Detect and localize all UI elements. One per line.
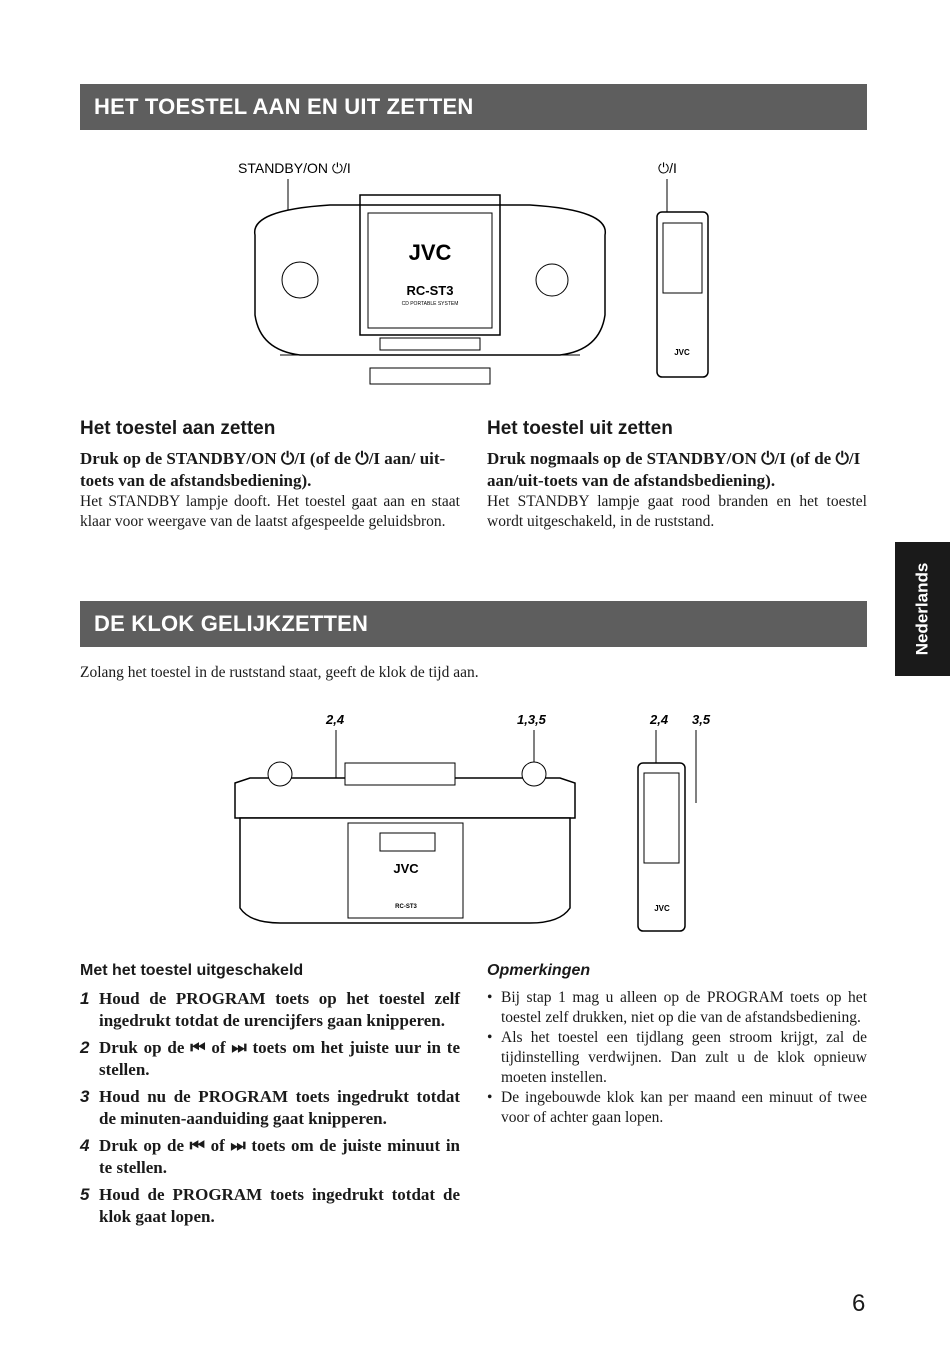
svg-text:RC-ST3: RC-ST3 (406, 283, 454, 298)
svg-text:JVC: JVC (408, 240, 452, 265)
section-header-clock: DE KLOK GELIJKZETTEN (80, 601, 867, 647)
power-off-instruction: Druk nogmaals op de STANDBY/ON ⏻/I (of de ⏻/I aan/uit-toets van de afstandsbediening). (487, 449, 861, 490)
clock-intro: Zolang het toestel in de ruststand staat, geeft de klok de tijd aan. (80, 664, 479, 681)
step-item: 3 Houd nu de PROGRAM toets ingedrukt totdat de minuten-aanduiding gaat knipperen. (80, 1087, 460, 1128)
power-off-description: Het STANDBY lampje gaat rood branden en het toestel wordt uitgeschakeld, in de ruststand. (487, 493, 867, 530)
remote-power-label: ⏻/I (658, 160, 677, 176)
svg-text:2,4: 2,4 (326, 712, 345, 727)
notes-heading: Opmerkingen (487, 962, 591, 979)
power-on-instruction: Druk op de STANDBY/ON ⏻/I (of de ⏻/I aan/ uit-toets van de afstandsbediening). (80, 449, 446, 490)
step-item: 4 Druk op de ⏮ of ⏭ toets om de juiste minuut in te stellen. (80, 1136, 460, 1177)
step-item: 2 Druk op de ⏮ of ⏭ toets om het juiste uur in te stellen. (80, 1038, 460, 1079)
svg-text:RC-ST3: RC-ST3 (395, 904, 417, 910)
power-off-section (487, 418, 867, 532)
note-item: • Als het toestel een tijdlang geen stroom krijgt, zal de tijdinstelling verdwijnen. Dan zult u de klok opnieuw moeten instellen. (487, 1029, 867, 1086)
svg-text:2,4: 2,4 (650, 712, 669, 727)
power-on-heading: Het toestel aan zetten (80, 418, 276, 439)
clock-steps (80, 962, 460, 1233)
boombox-front-illustration (230, 155, 730, 390)
page-number: 6 (852, 1290, 866, 1317)
note-item: • De ingebouwde klok kan per maand een minuut of twee voor of achter gaan lopen. (487, 1089, 867, 1126)
svg-text:1,3,5: 1,3,5 (517, 712, 546, 727)
language-tab-label: Nederlands (912, 562, 932, 656)
section-header-power: HET TOESTEL AAN EN UIT ZETTEN (80, 84, 867, 130)
steps-heading: Met het toestel uitgeschakeld (80, 962, 304, 979)
svg-text:JVC: JVC (674, 348, 690, 357)
svg-text:3,5: 3,5 (692, 712, 711, 727)
power-on-section (80, 418, 460, 532)
clock-notes (487, 962, 867, 1128)
language-tab (895, 542, 950, 676)
power-on-description: Het STANDBY lampje dooft. Het toestel gaat aan en staat klaar voor weergave van de laatst afgespeelde geluidsbron. (80, 493, 460, 530)
svg-text:CD PORTABLE SYSTEM: CD PORTABLE SYSTEM (401, 301, 459, 307)
note-item: • Bij stap 1 mag u alleen op de PROGRAM toets op het toestel zelf drukken, niet op die van de afstandsbediening. (487, 989, 867, 1026)
boombox-top-illustration (230, 708, 730, 938)
power-off-heading: Het toestel uit zetten (487, 418, 673, 439)
step-item: 1 Houd de PROGRAM toets op het toestel zelf ingedrukt totdat de urencijfers gaan knipperen. (80, 989, 460, 1030)
svg-text:JVC: JVC (393, 861, 419, 876)
standby-label: STANDBY/ON ⏻/I (238, 160, 351, 176)
step-item: 5 Houd de PROGRAM toets ingedrukt totdat de klok gaat lopen. (80, 1185, 460, 1226)
svg-text:JVC: JVC (654, 904, 670, 913)
